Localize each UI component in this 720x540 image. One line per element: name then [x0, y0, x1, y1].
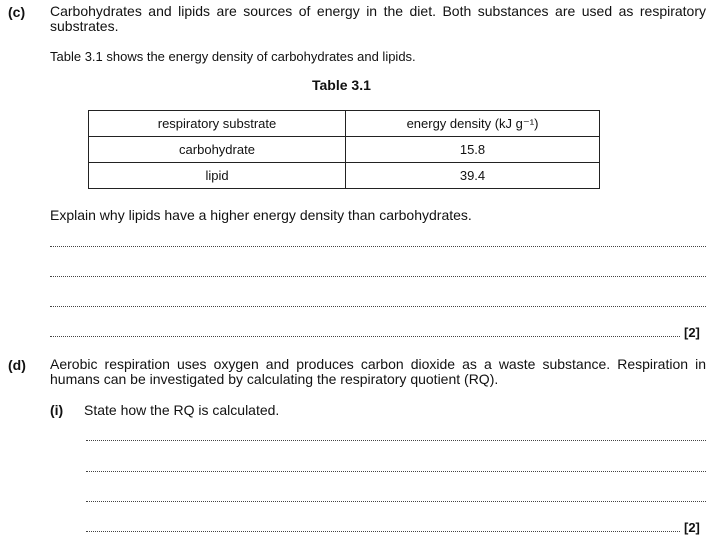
table-intro: Table 3.1 shows the energy density of carbohydrates and lipids.: [50, 49, 416, 64]
answer-line-c-1[interactable]: [50, 246, 706, 247]
table-cell-energy-density: 39.4: [346, 163, 600, 189]
answer-line-d-i-2[interactable]: [86, 471, 706, 472]
answer-line-c-4[interactable]: [50, 336, 680, 337]
answer-line-d-i-1[interactable]: [86, 440, 706, 441]
table-header-energy-density: energy density (kJ g⁻¹): [346, 111, 600, 137]
question-d-i-prompt: State how the RQ is calculated.: [84, 402, 280, 418]
energy-density-table: [88, 110, 600, 189]
question-d-intro: Aerobic respiration uses oxygen and produces carbon dioxide as a waste substance. Respiration in humans can be investigated by calculating the respiratory quotient (RQ).: [50, 356, 706, 387]
answer-line-d-i-3[interactable]: [86, 501, 706, 502]
table-cell-energy-density: 15.8: [346, 137, 600, 163]
question-c-label: (c): [8, 4, 26, 20]
question-c-prompt: Explain why lipids have a higher energy density than carbohydrates.: [50, 207, 472, 223]
table-cell-substrate: carbohydrate: [89, 137, 346, 163]
answer-line-c-3[interactable]: [50, 306, 706, 307]
marks-d-i: [2]: [684, 520, 700, 535]
answer-line-c-2[interactable]: [50, 276, 706, 277]
table-cell-substrate: lipid: [89, 163, 346, 189]
question-c-intro: Carbohydrates and lipids are sources of energy in the diet. Both substances are used as respiratory substrates.: [50, 3, 706, 34]
question-d-i-label: (i): [50, 402, 64, 418]
table-header-substrate: respiratory substrate: [89, 111, 346, 137]
marks-c: [2]: [684, 325, 700, 340]
table-caption: Table 3.1: [312, 77, 371, 93]
table-header-row: [89, 111, 600, 137]
question-d-label: (d): [8, 357, 26, 373]
answer-line-d-i-4[interactable]: [86, 531, 680, 532]
table-row: [89, 137, 600, 163]
table-row: [89, 163, 600, 189]
